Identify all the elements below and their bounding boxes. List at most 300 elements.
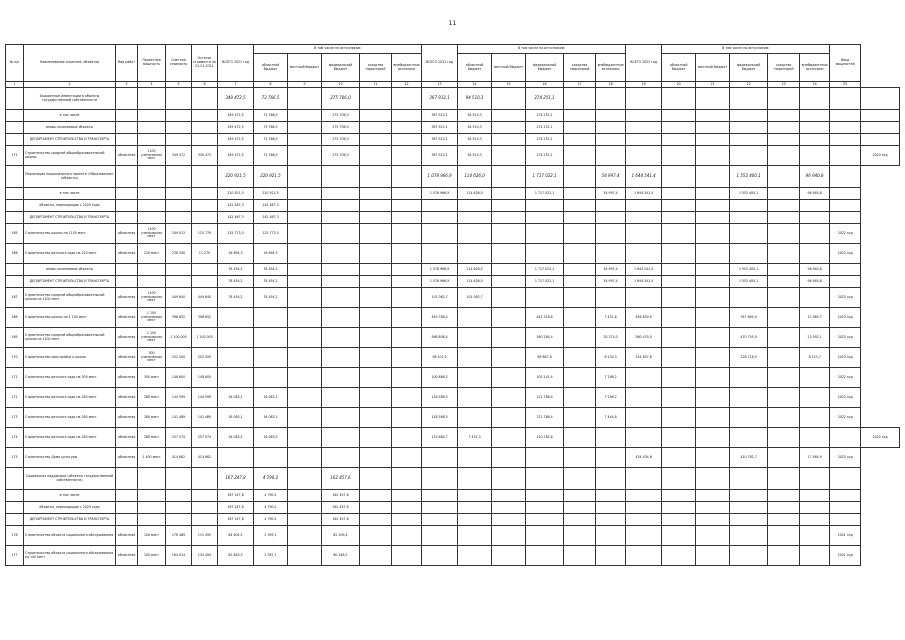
- row-number: [6, 200, 24, 212]
- table-cell: [166, 514, 192, 526]
- table-cell: 220 921,5: [254, 188, 288, 200]
- table-cell: 1 100 000: [192, 328, 218, 348]
- table-cell: 7 444,8: [596, 408, 626, 428]
- table-cell: [526, 502, 564, 514]
- table-cell: 114 626,0: [458, 166, 492, 188]
- table-cell: 100 888,2: [422, 368, 458, 388]
- table-cell: [392, 428, 422, 448]
- table-cell: областная: [116, 224, 138, 244]
- table-cell: [626, 428, 662, 448]
- row-number: [6, 188, 24, 200]
- table-cell: [392, 328, 422, 348]
- table-cell: [116, 490, 138, 502]
- table-cell: [662, 110, 696, 122]
- table-cell: 442 316,6: [526, 308, 564, 328]
- table-cell: [768, 546, 800, 566]
- table-row: [6, 502, 900, 514]
- table-cell: [830, 428, 861, 448]
- column-number: 11: [360, 82, 392, 88]
- table-row: [6, 212, 900, 224]
- table-cell: [288, 368, 322, 388]
- table-cell: 96 940,8: [800, 188, 830, 200]
- table-cell: [458, 526, 492, 546]
- table-cell: [730, 146, 768, 166]
- table-row: [6, 264, 900, 276]
- column-number: 25: [830, 82, 861, 88]
- table-cell: 167 247,8: [218, 490, 254, 502]
- table-cell: [322, 200, 360, 212]
- table-cell: [138, 514, 166, 526]
- table-cell: 449 640: [166, 288, 192, 308]
- table-cell: 274 251,1: [526, 110, 564, 122]
- table-cell: [564, 244, 596, 264]
- table-cell: 141 489: [192, 408, 218, 428]
- table-cell: [288, 224, 322, 244]
- table-cell: [192, 122, 218, 134]
- table-cell: [458, 200, 492, 212]
- table-cell: [192, 514, 218, 526]
- table-cell: [800, 408, 830, 428]
- table-cell: [730, 502, 768, 514]
- table-cell: 103 141,4: [526, 368, 564, 388]
- table-cell: [861, 110, 900, 122]
- table-cell: [696, 328, 730, 348]
- table-cell: [288, 388, 322, 408]
- table-cell: [138, 212, 166, 224]
- table-cell: 275 706,0: [322, 146, 360, 166]
- table-cell: областная: [116, 546, 138, 566]
- table-cell: [288, 514, 322, 526]
- col-total2023-header: ВСЕГО 2023 год: [626, 45, 662, 82]
- table-cell: [492, 546, 526, 566]
- table-cell: [392, 110, 422, 122]
- table-cell: [696, 368, 730, 388]
- table-cell: [830, 200, 861, 212]
- table-cell: 1 100 ученических мест: [138, 328, 166, 348]
- row-number: 177: [6, 546, 24, 566]
- table-cell: 167 247,8: [218, 514, 254, 526]
- table-cell: [360, 200, 392, 212]
- column-number: 23: [768, 82, 800, 88]
- row-number: [6, 122, 24, 134]
- table-cell: [492, 88, 526, 110]
- table-cell: [492, 166, 526, 188]
- src-header: федеральный бюджет: [322, 54, 360, 82]
- table-cell: [116, 502, 138, 514]
- table-cell: [800, 388, 830, 408]
- table-cell: [626, 146, 662, 166]
- table-cell: [526, 546, 564, 566]
- table-cell: [422, 200, 458, 212]
- table-cell: 367 912,1: [422, 122, 458, 134]
- table-cell: [564, 88, 596, 110]
- table-cell: [696, 212, 730, 224]
- row-number: 165: [6, 224, 24, 244]
- table-cell: 414 662: [166, 448, 192, 468]
- table-cell: [322, 328, 360, 348]
- row-name: Социальная поддержка (объекты государственной собственности): [24, 468, 116, 490]
- table-cell: областная: [116, 244, 138, 264]
- table-cell: [422, 546, 458, 566]
- table-cell: 449 640: [192, 288, 218, 308]
- table-cell: [492, 368, 526, 388]
- column-number: 24: [800, 82, 830, 88]
- table-row: [6, 546, 900, 566]
- table-cell: [392, 288, 422, 308]
- table-cell: [626, 200, 662, 212]
- table-cell: [138, 468, 166, 490]
- table-cell: [360, 546, 392, 566]
- table-cell: [116, 122, 138, 134]
- table-cell: [564, 110, 596, 122]
- table-cell: [830, 468, 861, 490]
- table-cell: 357 894,0: [730, 308, 768, 328]
- table-cell: [288, 526, 322, 546]
- table-cell: [166, 264, 192, 276]
- table-cell: [492, 428, 526, 448]
- table-cell: 1 552 400,1: [730, 188, 768, 200]
- table-cell: 2 393,1: [254, 526, 288, 546]
- table-cell: [492, 110, 526, 122]
- table-cell: [596, 526, 626, 546]
- table-cell: [288, 134, 322, 146]
- table-cell: [492, 526, 526, 546]
- col-no-header: № п/п: [6, 45, 24, 82]
- column-number: 20: [662, 82, 696, 88]
- table-cell: [360, 408, 392, 428]
- table-cell: [166, 200, 192, 212]
- table-cell: [768, 328, 800, 348]
- table-cell: 252 000: [166, 348, 192, 368]
- table-cell: [596, 244, 626, 264]
- table-cell: 300 мест: [138, 368, 166, 388]
- table-cell: 8 123,7: [800, 348, 830, 368]
- table-cell: [730, 288, 768, 308]
- table-cell: [116, 212, 138, 224]
- table-cell: 367 912,1: [422, 146, 458, 166]
- table-cell: [564, 276, 596, 288]
- row-name: вновь начинаемые объекты: [24, 122, 116, 134]
- table-cell: [662, 212, 696, 224]
- table-cell: 54 997,4: [596, 166, 626, 188]
- table-cell: 148 600: [192, 368, 218, 388]
- table-cell: [288, 308, 322, 328]
- table-row: [6, 188, 900, 200]
- table-cell: [288, 502, 322, 514]
- table-cell: [768, 122, 800, 134]
- table-cell: [360, 276, 392, 288]
- table-cell: [288, 490, 322, 502]
- table-cell: [392, 468, 422, 490]
- table-cell: [564, 468, 596, 490]
- table-cell: [192, 468, 218, 490]
- table-cell: [392, 88, 422, 110]
- table-cell: [730, 224, 768, 244]
- table-cell: [861, 88, 900, 110]
- src-header: областной бюджет: [254, 54, 288, 82]
- table-cell: [564, 526, 596, 546]
- table-cell: [422, 468, 458, 490]
- table-cell: 96 940,8: [800, 276, 830, 288]
- table-cell: [392, 546, 422, 566]
- table-cell: [768, 276, 800, 288]
- table-cell: [662, 526, 696, 546]
- table-cell: [254, 368, 288, 388]
- table-cell: [830, 276, 861, 288]
- table-cell: [800, 146, 830, 166]
- table-cell: 560 433,0: [626, 328, 662, 348]
- table-cell: [218, 308, 254, 328]
- table-cell: 114 626,0: [458, 276, 492, 288]
- src-header: местный бюджет: [288, 54, 322, 82]
- table-cell: 73 766,5: [254, 146, 288, 166]
- row-name: Строительство детского сада на 220 мест: [24, 244, 116, 264]
- table-cell: [458, 468, 492, 490]
- table-cell: [800, 122, 830, 134]
- table-cell: [596, 224, 626, 244]
- table-cell: 120 782,8: [526, 428, 564, 448]
- table-cell: [861, 134, 900, 146]
- table-cell: [360, 122, 392, 134]
- table-cell: [360, 388, 392, 408]
- table-cell: [288, 408, 322, 428]
- table-cell: [458, 388, 492, 408]
- table-cell: [138, 200, 166, 212]
- table-cell: [322, 212, 360, 224]
- row-name: Строительство школы на 1100 мест: [24, 224, 116, 244]
- table-cell: [360, 88, 392, 110]
- table-cell: [526, 288, 564, 308]
- table-cell: [596, 146, 626, 166]
- table-cell: [730, 526, 768, 546]
- table-cell: [288, 546, 322, 566]
- table-cell: [662, 408, 696, 428]
- table-cell: [696, 502, 730, 514]
- column-number: 6: [192, 82, 218, 88]
- table-cell: [116, 200, 138, 212]
- col-total2022-header: ВСЕГО 2022 год: [422, 45, 458, 82]
- table-cell: 94 510,3: [458, 110, 492, 122]
- table-cell: [526, 468, 564, 490]
- table-body: [6, 88, 900, 566]
- table-cell: [768, 448, 800, 468]
- table-cell: [116, 188, 138, 200]
- table-cell: [768, 244, 800, 264]
- table-cell: [800, 468, 830, 490]
- table-cell: 275 706,0: [322, 88, 360, 110]
- table-cell: [564, 490, 596, 502]
- table-cell: областная: [116, 388, 138, 408]
- table-cell: 54 997,4: [596, 264, 626, 276]
- table-row: [6, 146, 900, 166]
- table-cell: 94 510,3: [458, 88, 492, 110]
- table-cell: [322, 388, 360, 408]
- row-name: Бюджетные инвестиции в объекты государственной собственности: [24, 88, 116, 110]
- table-cell: 118 568,5: [422, 408, 458, 428]
- table-cell: [800, 546, 830, 566]
- src-header: внебюджетные источники: [596, 54, 626, 82]
- table-cell: 2 397,1: [254, 546, 288, 566]
- table-cell: 11 980,7: [800, 308, 830, 328]
- table-cell: [360, 448, 392, 468]
- row-name: ДЕПАРТАМЕНТ СТРОИТЕЛЬСТВА И ТРАНСПОРТА: [24, 514, 116, 526]
- table-cell: [564, 546, 596, 566]
- row-name: объекты, переходящие с 2020 года: [24, 200, 116, 212]
- table-cell: [596, 428, 626, 448]
- col-kind-header: Вид работ: [116, 45, 138, 82]
- table-cell: [492, 264, 526, 276]
- table-cell: [768, 212, 800, 224]
- table-cell: [626, 468, 662, 490]
- table-row: [6, 448, 900, 468]
- table-cell: [360, 110, 392, 122]
- table-cell: [526, 200, 564, 212]
- table-cell: [322, 348, 360, 368]
- column-number: 8: [254, 82, 288, 88]
- table-cell: 78 454,2: [254, 276, 288, 288]
- table-cell: [564, 308, 596, 328]
- table-cell: 16 694,3: [218, 244, 254, 264]
- table-cell: [626, 134, 662, 146]
- table-cell: [322, 288, 360, 308]
- table-cell: 252 000: [192, 348, 218, 368]
- table-cell: 148 600: [166, 368, 192, 388]
- table-cell: 82 209,4: [322, 526, 360, 546]
- table-cell: [696, 110, 730, 122]
- table-cell: [662, 288, 696, 308]
- table-cell: [360, 308, 392, 328]
- table-cell: областная: [116, 368, 138, 388]
- col-remaining-header: Остаток стоимости на 01.01.2021: [192, 45, 218, 82]
- table-cell: 254 657,6: [626, 348, 662, 368]
- table-cell: [166, 468, 192, 490]
- table-cell: [696, 448, 730, 468]
- table-cell: 78 454,2: [254, 264, 288, 276]
- table-cell: [800, 212, 830, 224]
- table-cell: [360, 490, 392, 502]
- table-cell: 125 684,7: [422, 428, 458, 448]
- row-number: [6, 134, 24, 146]
- table-cell: [768, 88, 800, 110]
- table-cell: [696, 388, 730, 408]
- table-cell: 1 100 ученических мест: [138, 308, 166, 328]
- table-row: [6, 388, 900, 408]
- table-cell: [322, 276, 360, 288]
- table-cell: [116, 276, 138, 288]
- table-cell: 164 014: [166, 546, 192, 566]
- table-cell: [564, 200, 596, 212]
- row-name: ДЕПАРТАМЕНТ СТРОИТЕЛЬСТВА И ТРАНСПОРТА: [24, 212, 116, 224]
- table-cell: [138, 166, 166, 188]
- row-name: Строительство детского сада на 280 мест: [24, 408, 116, 428]
- table-cell: [360, 146, 392, 166]
- table-cell: [662, 490, 696, 502]
- table-cell: 1100 ученических мест: [138, 288, 166, 308]
- table-cell: [458, 224, 492, 244]
- table-row: [6, 428, 900, 448]
- table-cell: [696, 490, 730, 502]
- table-cell: [192, 276, 218, 288]
- table-cell: [192, 264, 218, 276]
- row-number: 168: [6, 308, 24, 328]
- table-cell: [768, 188, 800, 200]
- table-cell: 94 510,3: [458, 134, 492, 146]
- table-cell: [392, 368, 422, 388]
- table-cell: [166, 110, 192, 122]
- table-cell: [526, 490, 564, 502]
- table-cell: [662, 166, 696, 188]
- table-cell: [626, 388, 662, 408]
- table-cell: [288, 276, 322, 288]
- table-cell: 1 078 966,9: [422, 166, 458, 188]
- table-cell: 114 626,0: [458, 264, 492, 276]
- row-name: ДЕПАРТАМЕНТ СТРОИТЕЛЬСТВА И ТРАНСПОРТА: [24, 276, 116, 288]
- table-cell: [696, 134, 730, 146]
- table-cell: [800, 368, 830, 388]
- row-number: 175: [6, 448, 24, 468]
- table-cell: [458, 448, 492, 468]
- table-cell: [564, 212, 596, 224]
- table-cell: [166, 276, 192, 288]
- table-cell: [596, 490, 626, 502]
- table-cell: [596, 468, 626, 490]
- table-cell: [116, 166, 138, 188]
- table-cell: [830, 502, 861, 514]
- table-cell: [492, 212, 526, 224]
- table-cell: 78 454,2: [218, 276, 254, 288]
- table-cell: [564, 428, 596, 448]
- table-cell: [322, 244, 360, 264]
- table-cell: [116, 110, 138, 122]
- table-cell: [288, 122, 322, 134]
- table-cell: [322, 264, 360, 276]
- table-cell: [768, 224, 800, 244]
- table-cell: [768, 166, 800, 188]
- table-cell: [696, 166, 730, 188]
- table-cell: [730, 428, 768, 448]
- table-cell: [768, 288, 800, 308]
- row-number: 171: [6, 368, 24, 388]
- table-cell: [696, 468, 730, 490]
- table-cell: 2023 год: [830, 308, 861, 328]
- table-cell: 275 706,0: [322, 134, 360, 146]
- table-cell: [322, 308, 360, 328]
- row-name: Строительство средней общеобразовательной школы на 1100 мест: [24, 288, 116, 308]
- table-cell: областная: [116, 428, 138, 448]
- table-cell: [696, 514, 730, 526]
- table-cell: 162 457,6: [322, 502, 360, 514]
- table-cell: 80 248,2: [322, 546, 360, 566]
- table-cell: 349 472,5: [218, 146, 254, 166]
- table-cell: 4 790,2: [254, 502, 288, 514]
- table-cell: 2024 год: [861, 146, 900, 166]
- table-cell: [696, 264, 730, 276]
- table-cell: [564, 388, 596, 408]
- table-cell: 414 662: [192, 448, 218, 468]
- src-header: внебюджетные источники: [392, 54, 422, 82]
- table-cell: [626, 490, 662, 502]
- table-cell: [800, 200, 830, 212]
- table-cell: 220 921,5: [218, 166, 254, 188]
- table-cell: [288, 166, 322, 188]
- row-name: вновь начинаемые объекты: [24, 264, 116, 276]
- table-cell: [596, 88, 626, 110]
- table-cell: 162 457,6: [322, 468, 360, 490]
- group-2022-header: В том числе по источникам:: [458, 45, 626, 54]
- table-row: [6, 328, 900, 348]
- table-cell: [288, 428, 322, 448]
- table-cell: [492, 224, 526, 244]
